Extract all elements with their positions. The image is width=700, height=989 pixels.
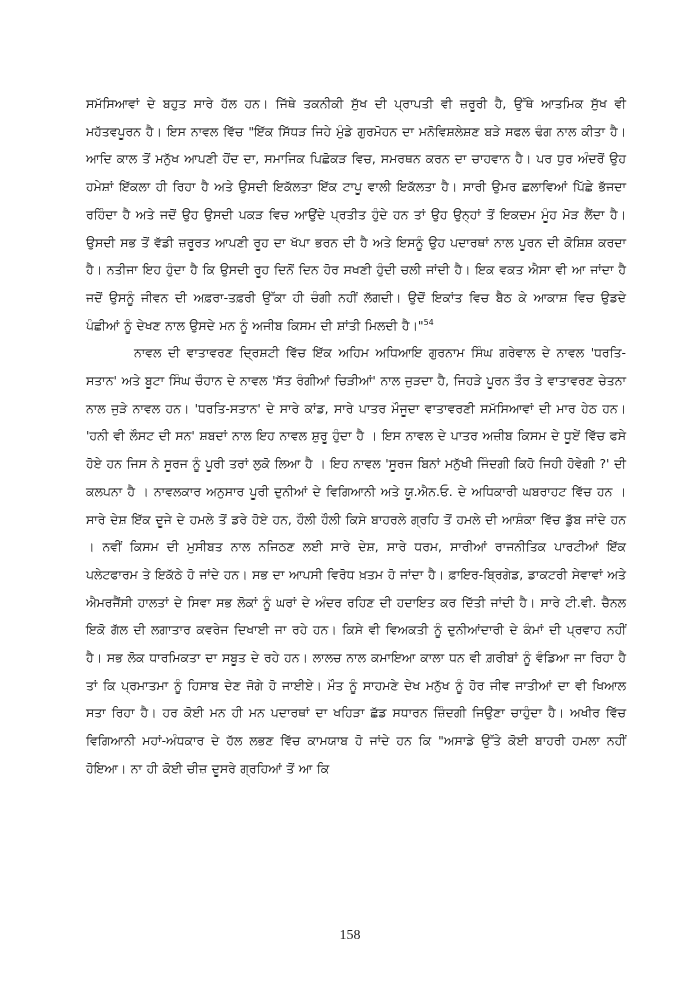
paragraph-text: ਨਾਵਲ ਦੀ ਵਾਤਾਵਰਣ ਦ੍ਰਿਸ਼ਟੀ ਵਿੱਚ ਇੱਕ ਅਹਿਮ ਅਧਿਆਇ ਗੁਰਨਾਮ ਸਿੰਘ ਗਰੇਵਾਲ ਦੇ ਨਾਵਲ 'ਧਰਤਿ-ਸਤਾਨ' ਅਤੇ ਬੂਟਾ ਸਿੰਘ ਚੌਹਾਨ ਦੇ ਨਾਵਲ 'ਸੱਤ ਰੰਗੀਆਂ ਚਿੜੀਆਂ' ਨਾਲ ਜੁੜਦਾ ਹੈ, ਜਿਹੜੇ ਪੂਰਨ ਤੌਰ ਤੇ ਵਾਤਾਵਰਣ ਚੇਤਨਾ ਨਾਲ ਜੁੜੇ ਨਾਵਲ ਹਨ। 'ਧਰਤਿ-ਸਤਾਨ' ਦੇ ਸਾਰੇ ਕਾਂਡ, ਸਾਰੇ ਪਾਤਰ ਮੌਜੂਦਾ ਵਾਤਾਵਰਣੀ ਸਮੱਸਿਆਵਾਂ ਦੀ ਮਾਰ ਹੇਠ ਹਨ। 'ਹਨੀ ਵੀ ਲੌਸਟ ਦੀ ਸਨ' ਸ਼ਬਦਾਂ ਨਾਲ ਇਹ ਨਾਵਲ ਸ਼ੁਰੂ ਹੁੰਦਾ ਹੈ । ਇਸ ਨਾਵਲ ਦੇ ਪਾਤਰ ਅਜ਼ੀਬ ਕਿਸਮ ਦੇ ਧੂਏਂ ਵਿੱਚ ਫਸੇ ਹੋਏ ਹਨ ਜਿਸ ਨੇ ਸੂਰਜ ਨੂੰ ਪੂਰੀ ਤਰਾਂ ਲੁਕੋ ਲਿਆ ਹੈ । ਇਹ ਨਾਵਲ 'ਸੂਰਜ ਬਿਨਾਂ ਮਨੁੱਖੀ ਜਿੰਦਗੀ ਕਿਹੋ ਜਿਹੀ ਹੋਵੇਗੀ ?' ਦੀ ਕਲਪਨਾ ਹੈ । ਨਾਵਲਕਾਰ ਅਨੁਸਾਰ ਪੂਰੀ ਦੁਨੀਆਂ ਦੇ ਵਿਗਿਆਨੀ ਅਤੇ ਯੂ.ਐਨ.ਓ. ਦੇ ਅਧਿਕਾਰੀ ਘਬਰਾਹਟ ਵਿੱਚ ਹਨ । ਸਾਰੇ ਦੇਸ਼ ਇੱਕ ਦੂਜੇ ਦੇ ਹਮਲੇ ਤੋਂ ਡਰੇ ਹੋਏ ਹਨ, ਹੌਲੀ ਹੌਲੀ ਕਿਸੇ ਬਾਹਰਲੇ ਗ੍ਰਹਿ ਤੋਂ ਹਮਲੇ ਦੀ ਆਸ਼ੰਕਾ ਵਿੱਚ ਡੁੱਬ ਜਾਂਦੇ ਹਨ । ਨਵੀਂ ਕਿਸਮ ਦੀ ਮੁਸੀਬਤ ਨਾਲ ਨਜਿਠਣ ਲਈ ਸਾਰੇ ਦੇਸ਼, ਸਾਰੇ ਧਰਮ, ਸਾਰੀਆਂ ਰਾਜਨੀਤਿਕ ਪਾਰਟੀਆਂ ਇੱਕ ਪਲੇਟਫਾਰਮ ਤੇ ਇਕੱਠੇ ਹੋ ਜਾਂਦੇ ਹਨ। ਸਭ ਦਾ ਆਪਸੀ ਵਿਰੋਧ ਖ਼ਤਮ ਹੋ ਜਾਂਦਾ ਹੈ। ਫ਼ਾਇਰ-ਬ੍ਰਿਗੇਡ, ਡਾਕਟਰੀ ਸੇਵਾਵਾਂ ਅਤੇ ਐਮਰਜੈਂਸੀ ਹਾਲਤਾਂ ਦੇ ਸਿਵਾ ਸਭ ਲੋਕਾਂ ਨੂੰ ਘਰਾਂ ਦੇ ਅੰਦਰ ਰਹਿਣ ਦੀ ਹਦਾਇਤ ਕਰ ਦਿੱਤੀ ਜਾਂਦੀ ਹੈ। ਸਾਰੇ ਟੀ.ਵੀ. ਚੈਨਲ ਇਕੋ ਗੱਲ ਦੀ ਲਗਾਤਾਰ ਕਵਰੇਜ ਦਿਖਾਈ ਜਾ ਰਹੇ ਹਨ। ਕਿਸੇ ਵੀ ਵਿਅਕਤੀ ਨੂੰ ਦੁਨੀਆਂਦਾਰੀ ਦੇ ਕੰਮਾਂ ਦੀ ਪ੍ਰਵਾਹ ਨਹੀਂ ਹੈ। ਸਭ ਲੋਕ ਧਾਰਮਿਕਤਾ ਦਾ ਸਬੂਤ ਦੇ ਰਹੇ ਹਨ। ਲਾਲਚ ਨਾਲ ਕਮਾਇਆ ਕਾਲਾ ਧਨ ਵੀ ਗ਼ਰੀਬਾਂ ਨੂੰ ਵੰਡਿਆ ਜਾ ਰਿਹਾ ਹੈ ਤਾਂ ਕਿ ਪ੍ਰਮਾਤਮਾ ਨੂੰ ਹਿਸਾਬ ਦੇਣ ਜੋਗੇ ਹੋ ਜਾਈਏ। ਮੌਤ ਨੂੰ ਸਾਹਮਣੇ ਦੇਖ ਮਨੁੱਖ ਨੂੰ ਹੋਰ ਜੀਵ ਜਾਤੀਆਂ ਦਾ ਵੀ ਖਿਆਲ ਸਤਾ ਰਿਹਾ ਹੈ। ਹਰ ਕੋਈ ਮਨ ਹੀ ਮਨ ਪਦਾਰਥਾਂ ਦਾ ਖਹਿੜਾ ਛੱਡ ਸਧਾਰਨ ਜ਼ਿੰਦਗੀ ਜਿਉਣਾ ਚਾਹੁੰਦਾ ਹੈ। ਅਖੀਰ ਵਿੱਚ ਵਿਗਿਆਨੀ ਮਹਾਂ-ਅੰਧਕਾਰ ਦੇ ਹੱਲ ਲਭਣ ਵਿੱਚ ਕਾਮਯਾਬ ਹੋ ਜਾਂਦੇ ਹਨ ਕਿ "ਅਸਾਡੇ ਉੱਤੇ ਕੋਈ ਬਾਹਰੀ ਹਮਲਾ ਨਹੀਂ ਹੋਇਆ। ਨਾ ਹੀ ਕੋਈ ਚੀਜ਼ ਦੂਸਰੇ ਗ੍ਰਹਿਆਂ ਤੋਂ ਆ ਕਿ xyxy=(86,345,626,776)
body-text xyxy=(86,90,626,783)
page-number: 158 xyxy=(339,928,361,943)
paragraph xyxy=(86,339,626,782)
paragraph-text: ਸਮੱਸਿਆਵਾਂ ਦੇ ਬਹੁਤ ਸਾਰੇ ਹੱਲ ਹਨ। ਜਿੱਥੇ ਤਕਨੀਕੀ ਸੁੱਖ ਦੀ ਪ੍ਰਾਪਤੀ ਵੀ ਜ਼ਰੂਰੀ ਹੈ, ਉੱਥੇ ਆਤਮਿਕ ਸੁੱਖ ਵੀ ਮਹੱਤਵਪੂਰਨ ਹੈ। ਇਸ ਨਾਵਲ ਵਿੱਚ "ਇੱਕ ਸਿੱਧੜ ਜਿਹੇ ਮੁੰਡੇ ਗੁਰਮੋਹਨ ਦਾ ਮਨੋਵਿਸ਼ਲੇਸ਼ਣ ਬੜੇ ਸਫਲ ਢੰਗ ਨਾਲ ਕੀਤਾ ਹੈ। ਆਦਿ ਕਾਲ ਤੋਂ ਮਨੁੱਖ ਆਪਣੀ ਹੋਂਦ ਦਾ, ਸਮਾਜਿਕ ਪਿਛੋਕੜ ਵਿਚ, ਸਮਰਥਨ ਕਰਨ ਦਾ ਚਾਹਵਾਨ ਹੈ। ਪਰ ਧੁਰ ਅੰਦਰੋਂ ਉਹ ਹਮੇਸ਼ਾਂ ਇੱਕਲਾ ਹੀ ਰਿਹਾ ਹੈ ਅਤੇ ਉਸਦੀ ਇਕੱਲਤਾ ਇੱਕ ਟਾਪੂ ਵਾਲੀ ਇਕੱਲਤਾ ਹੈ। ਸਾਰੀ ਉਮਰ ਛਲਾਵਿਆਂ ਪਿੱਛੇ ਭੱਜਦਾ ਰਹਿੰਦਾ ਹੈ ਅਤੇ ਜਦੋਂ ਉਹ ਉਸਦੀ ਪਕੜ ਵਿਚ ਆਉਂਦੇ ਪ੍ਰਤੀਤ ਹੁੰਦੇ ਹਨ ਤਾਂ ਉਹ ਉਨ੍ਹਾਂ ਤੋਂ ਇਕਦਮ ਮੂੰਹ ਮੋੜ ਲੈਂਦਾ ਹੈ। ਉਸਦੀ ਸਭ ਤੋਂ ਵੱਡੀ ਜ਼ਰੂਰਤ ਆਪਣੀ ਰੂਹ ਦਾ ਖੱਪਾ ਭਰਨ ਦੀ ਹੈ ਅਤੇ ਇਸਨੂੰ ਉਹ ਪਦਾਰਥਾਂ ਨਾਲ ਪੂਰਨ ਦੀ ਕੋਸ਼ਿਸ਼ ਕਰਦਾ ਹੈ। ਨਤੀਜਾ ਇਹ ਹੁੰਦਾ ਹੈ ਕਿ ਉਸਦੀ ਰੂਹ ਦਿਨੋਂ ਦਿਨ ਹੋਰ ਸਖਣੀ ਹੁੰਦੀ ਚਲੀ ਜਾਂਦੀ ਹੈ। ਇਕ ਵਕਤ ਐਸਾ ਵੀ ਆ ਜਾਂਦਾ ਹੈ ਜਦੋਂ ਉਸਨੂੰ ਜੀਵਨ ਦੀ ਅਫ਼ਰਾ-ਤਫ਼ਰੀ ਉੱਕਾ ਹੀ ਚੰਗੀ ਨਹੀਂ ਲੱਗਦੀ। ਉਦੋਂ ਇਕਾਂਤ ਵਿਚ ਬੈਠ ਕੇ ਆਕਾਸ਼ ਵਿਚ ਉਡਦੇ ਪੰਛੀਆਂ ਨੂੰ ਦੇਖਣ ਨਾਲ ਉਸਦੇ ਮਨ ਨੂੰ ਅਜੀਬ ਕਿਸਮ ਦੀ ਸ਼ਾਂਤੀ ਮਿਲਦੀ ਹੈ।" xyxy=(86,96,626,333)
paragraph xyxy=(86,90,626,339)
footnote-marker: 54 xyxy=(423,317,434,327)
